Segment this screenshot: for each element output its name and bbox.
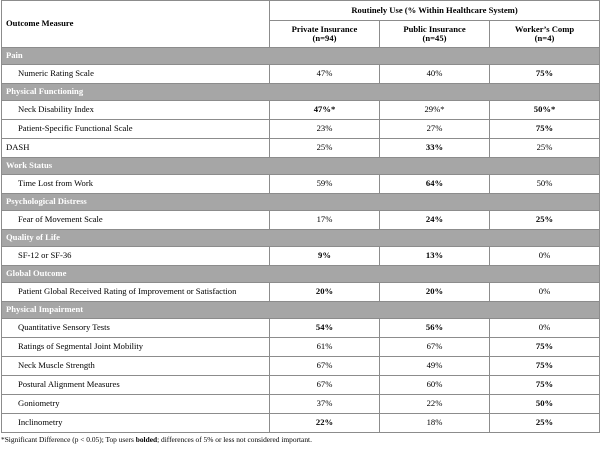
table-row bbox=[2, 120, 600, 139]
category-label: Physical Functioning bbox=[2, 84, 600, 101]
public-value: 27% bbox=[380, 120, 490, 139]
category-label: Quality of Life bbox=[2, 230, 600, 247]
category-label: Work Status bbox=[2, 158, 600, 175]
outcome-measures-table bbox=[1, 0, 600, 433]
private-value: 61% bbox=[270, 338, 380, 357]
category-row bbox=[2, 84, 600, 101]
public-value: 18% bbox=[380, 414, 490, 433]
measure-name: Neck Muscle Strength bbox=[2, 357, 270, 376]
workers-value: 0% bbox=[490, 319, 600, 338]
workers-value: 25% bbox=[490, 139, 600, 158]
measure-name: Time Lost from Work bbox=[2, 175, 270, 194]
workers-value: 25% bbox=[490, 211, 600, 230]
public-value: 20% bbox=[380, 283, 490, 302]
table-row bbox=[2, 101, 600, 120]
workers-value: 75% bbox=[490, 120, 600, 139]
measure-name: Ratings of Segmental Joint Mobility bbox=[2, 338, 270, 357]
category-label: Physical Impairment bbox=[2, 302, 600, 319]
private-value: 17% bbox=[270, 211, 380, 230]
measure-name: Numeric Rating Scale bbox=[2, 65, 270, 84]
private-value: 47% bbox=[270, 65, 380, 84]
table-row bbox=[2, 376, 600, 395]
outcome-measure-header: Outcome Measure bbox=[2, 1, 270, 48]
workers-value: 0% bbox=[490, 283, 600, 302]
category-label: Global Outcome bbox=[2, 266, 600, 283]
public-value: 22% bbox=[380, 395, 490, 414]
footnote-bolded: bolded bbox=[135, 435, 158, 444]
category-row bbox=[2, 302, 600, 319]
measure-name: Patient-Specific Functional Scale bbox=[2, 120, 270, 139]
workers-comp-n: (n=4) bbox=[534, 33, 555, 44]
table-footnote bbox=[0, 433, 600, 444]
public-value: 64% bbox=[380, 175, 490, 194]
table-row bbox=[2, 357, 600, 376]
table-row bbox=[2, 247, 600, 266]
table-row bbox=[2, 338, 600, 357]
footnote-part1: *Significant Difference (p < 0.05); Top users bbox=[1, 435, 136, 444]
table-row bbox=[2, 319, 600, 338]
private-value: 25% bbox=[270, 139, 380, 158]
category-label: Pain bbox=[2, 48, 600, 65]
workers-value: 50% bbox=[490, 175, 600, 194]
table-row bbox=[2, 175, 600, 194]
private-value: 22% bbox=[270, 414, 380, 433]
measure-name: Postural Alignment Measures bbox=[2, 376, 270, 395]
public-value: 60% bbox=[380, 376, 490, 395]
measure-name: Goniometry bbox=[2, 395, 270, 414]
table-body bbox=[2, 48, 600, 433]
table-row bbox=[2, 283, 600, 302]
public-value: 40% bbox=[380, 65, 490, 84]
private-value: 9% bbox=[270, 247, 380, 266]
private-insurance-header bbox=[270, 21, 380, 48]
category-row bbox=[2, 48, 600, 65]
public-value: 29%* bbox=[380, 101, 490, 120]
public-value: 33% bbox=[380, 139, 490, 158]
private-value: 20% bbox=[270, 283, 380, 302]
workers-value: 0% bbox=[490, 247, 600, 266]
public-value: 67% bbox=[380, 338, 490, 357]
workers-comp-label: Worker’s Comp bbox=[514, 23, 575, 34]
private-value: 47%* bbox=[270, 101, 380, 120]
workers-value: 75% bbox=[490, 338, 600, 357]
public-value: 13% bbox=[380, 247, 490, 266]
private-value: 67% bbox=[270, 357, 380, 376]
public-insurance-n: (n=45) bbox=[422, 33, 447, 44]
footnote-part3: ; differences of 5% or less not considered important. bbox=[157, 435, 312, 444]
measure-name: DASH bbox=[2, 139, 270, 158]
table-row bbox=[2, 414, 600, 433]
public-value: 24% bbox=[380, 211, 490, 230]
workers-value: 75% bbox=[490, 65, 600, 84]
public-insurance-header bbox=[380, 21, 490, 48]
private-value: 37% bbox=[270, 395, 380, 414]
workers-value: 25% bbox=[490, 414, 600, 433]
workers-value: 75% bbox=[490, 376, 600, 395]
public-value: 56% bbox=[380, 319, 490, 338]
category-label: Psychological Distress bbox=[2, 194, 600, 211]
private-value: 67% bbox=[270, 376, 380, 395]
table-row bbox=[2, 139, 600, 158]
measure-name: Quantitative Sensory Tests bbox=[2, 319, 270, 338]
workers-comp-header bbox=[490, 21, 600, 48]
measure-name: Neck Disability Index bbox=[2, 101, 270, 120]
category-row bbox=[2, 230, 600, 247]
workers-value: 50% bbox=[490, 395, 600, 414]
public-value: 49% bbox=[380, 357, 490, 376]
table-row bbox=[2, 211, 600, 230]
category-row bbox=[2, 194, 600, 211]
measure-name: Fear of Movement Scale bbox=[2, 211, 270, 230]
private-value: 23% bbox=[270, 120, 380, 139]
private-insurance-n: (n=94) bbox=[312, 33, 337, 44]
workers-value: 75% bbox=[490, 357, 600, 376]
measure-name: Inclinometry bbox=[2, 414, 270, 433]
public-insurance-label: Public Insurance bbox=[403, 23, 466, 34]
table-row bbox=[2, 395, 600, 414]
private-value: 59% bbox=[270, 175, 380, 194]
routinely-use-header: Routinely Use (% Within Healthcare System) bbox=[270, 1, 600, 21]
measure-name: SF-12 or SF-36 bbox=[2, 247, 270, 266]
category-row bbox=[2, 266, 600, 283]
private-insurance-label: Private Insurance bbox=[291, 23, 358, 34]
workers-value: 50%* bbox=[490, 101, 600, 120]
private-value: 54% bbox=[270, 319, 380, 338]
table-header bbox=[2, 1, 600, 48]
measure-name: Patient Global Received Rating of Improvement or Satisfaction bbox=[2, 283, 270, 302]
table-row bbox=[2, 65, 600, 84]
category-row bbox=[2, 158, 600, 175]
